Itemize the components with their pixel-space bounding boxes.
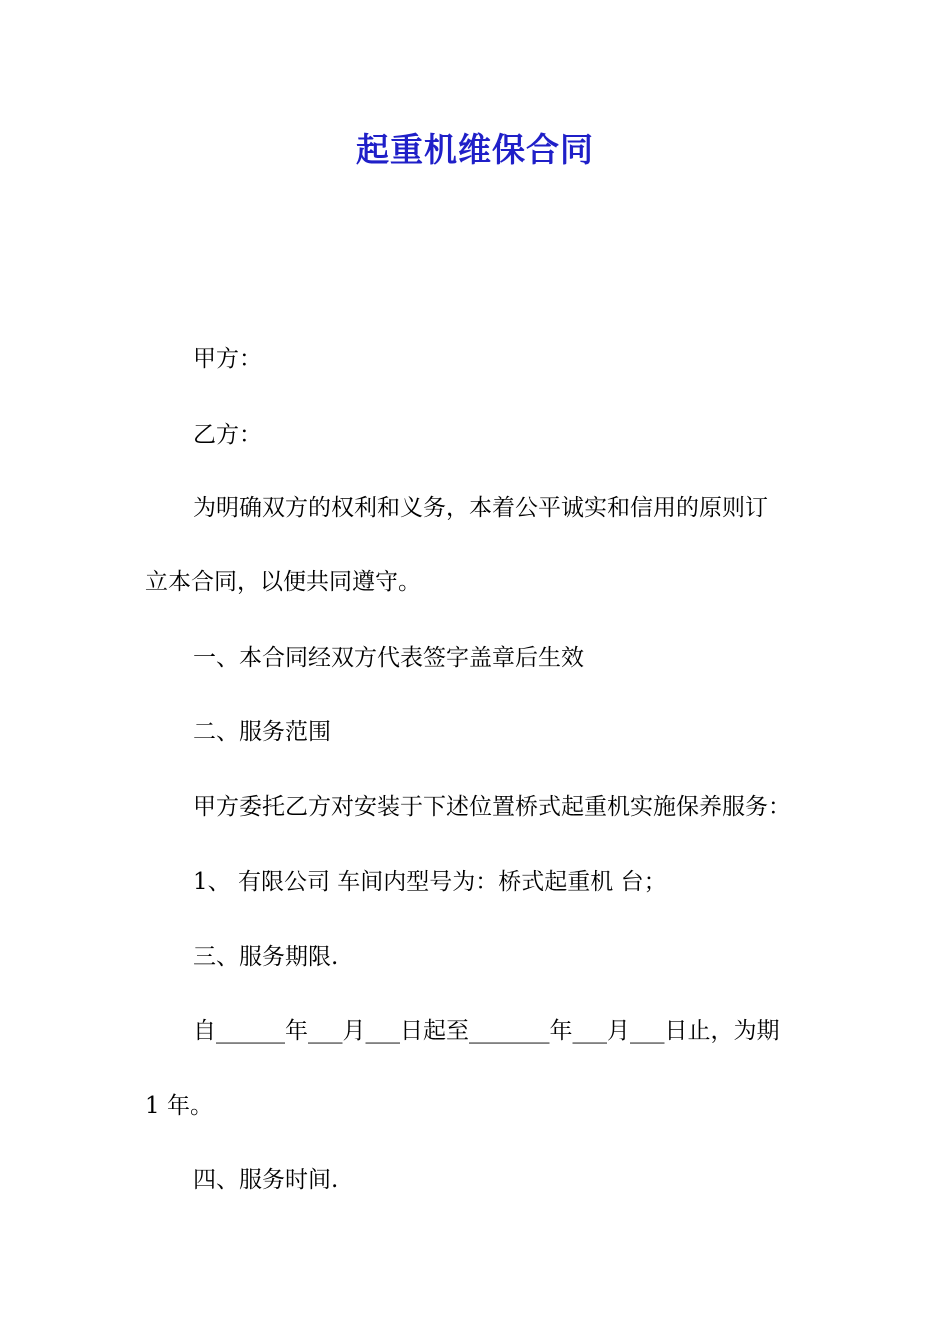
service-scope-text: 甲方委托乙方对安装于下述位置桥式起重机实施保养服务：	[193, 794, 791, 820]
service-scope-item-1: 1、 有限公司 车间内型号为：桥式起重机 台；	[193, 869, 667, 895]
clause-4-heading: 四、服务时间.	[193, 1167, 339, 1193]
party-b-line: 乙方：	[193, 422, 262, 448]
party-a-line: 甲方：	[193, 346, 262, 372]
preamble-line-2: 立本合同，以便共同遵守。	[145, 569, 421, 595]
clause-1-heading: 一、本合同经双方代表签字盖章后生效	[193, 645, 584, 671]
service-period-line-1: 自______年___月___日起至_______年___月___日止，为期	[193, 1018, 780, 1044]
clause-2-heading: 二、服务范围	[193, 719, 331, 745]
preamble-line-1: 为明确双方的权利和义务，本着公平诚实和信用的原则订	[193, 495, 768, 521]
document-title: 起重机维保合同	[356, 130, 594, 169]
clause-3-heading: 三、服务期限.	[193, 944, 339, 970]
service-period-line-2: 1 年。	[145, 1093, 213, 1119]
